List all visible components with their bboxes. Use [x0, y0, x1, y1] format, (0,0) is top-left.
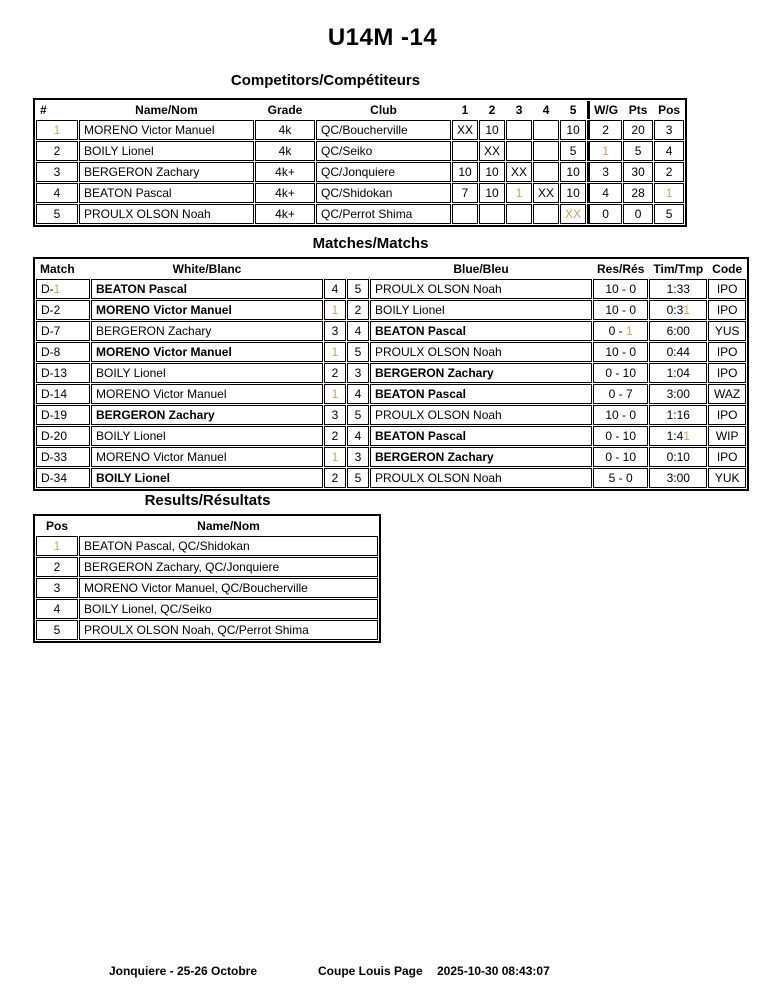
- cell-code: IPO: [708, 300, 746, 320]
- cell-pos: 2: [36, 557, 78, 577]
- cell-pts: 20: [623, 120, 653, 140]
- cell-club: QC/Jonquiere: [316, 162, 451, 182]
- cell-name: BERGERON Zachary: [79, 162, 254, 182]
- competitor-row: [36, 204, 684, 224]
- cell-blue-num: 3: [347, 363, 369, 383]
- result-row: [36, 620, 378, 640]
- tan-digit: 1: [602, 144, 609, 158]
- cell-white-num: 2: [324, 363, 346, 383]
- match-row: [36, 468, 746, 488]
- cell-white-name: BOILY Lionel: [91, 468, 323, 488]
- col-round-5: 5: [569, 103, 577, 117]
- cell-blue-num: 5: [347, 342, 369, 362]
- cell-blue-num: 4: [347, 384, 369, 404]
- cell-blue-name: PROULX OLSON Noah: [370, 405, 592, 425]
- cell-wg: 4: [587, 183, 622, 203]
- cell-pos: 5: [36, 620, 78, 640]
- tan-digit: 1: [626, 324, 633, 338]
- cell-time: 0:31: [649, 300, 707, 320]
- cell-round-3: [506, 141, 532, 161]
- cell-blue-name: BOILY Lionel: [370, 300, 592, 320]
- cell-code: IPO: [708, 363, 746, 383]
- cell-time: 1:16: [649, 405, 707, 425]
- cell-grade: 4k+: [255, 204, 315, 224]
- cell-white-num: 3: [324, 321, 346, 341]
- cell-time: 1:33: [649, 279, 707, 299]
- cell-name: BOILY Lionel: [79, 141, 254, 161]
- cell-time: 0:10: [649, 447, 707, 467]
- col-number: #: [40, 103, 47, 117]
- cell-club: QC/Shidokan: [316, 183, 451, 203]
- cell-grade: 4k: [255, 120, 315, 140]
- cell-blue-name: PROULX OLSON Noah: [370, 342, 592, 362]
- cell-white-num: 4: [324, 279, 346, 299]
- cell-name: BERGERON Zachary, QC/Jonquiere: [79, 557, 378, 577]
- competitor-row: [36, 162, 684, 182]
- match-row: [36, 279, 746, 299]
- cell-pos: 3: [654, 120, 684, 140]
- tan-digit: 1: [331, 387, 339, 401]
- cell-grade: 4k+: [255, 183, 315, 203]
- cell-grade: 4k: [255, 141, 315, 161]
- cell-round-2: XX: [479, 141, 505, 161]
- cell-name: BEATON Pascal: [79, 183, 254, 203]
- matches-header-row: [36, 260, 746, 278]
- col-white-number: [324, 260, 346, 278]
- cell-num: 3: [36, 162, 78, 182]
- col-result: Res/Rés: [597, 262, 645, 276]
- cell-club: QC/Seiko: [316, 141, 451, 161]
- cell-pos: 3: [36, 578, 78, 598]
- cell-blue-name: BEATON Pascal: [370, 426, 592, 446]
- competitor-row: [36, 141, 684, 161]
- tan-digit: 1: [683, 429, 690, 443]
- cell-name: MORENO Victor Manuel, QC/Boucherville: [79, 578, 378, 598]
- cell-result: 0 - 10: [593, 447, 648, 467]
- cell-white-num: 3: [324, 405, 346, 425]
- cell-white-name: BOILY Lionel: [91, 363, 323, 383]
- col-match: Match: [40, 262, 75, 276]
- tan-digit: 1: [683, 303, 690, 317]
- cell-match-id: D-33: [36, 447, 90, 467]
- cell-white-num: 2: [324, 468, 346, 488]
- cell-result: 10 - 0: [593, 300, 648, 320]
- page-title: U14M -14: [327, 24, 438, 51]
- cell-club: QC/Boucherville: [316, 120, 451, 140]
- tan-digit: 1: [665, 186, 673, 200]
- results-table: [33, 514, 381, 643]
- cell-match-id: D-1: [36, 279, 90, 299]
- col-points: Pts: [628, 103, 648, 117]
- col-position: Pos: [45, 519, 68, 533]
- cell-blue-name: BEATON Pascal: [370, 384, 592, 404]
- results-heading: Results/Résultats: [144, 492, 271, 509]
- col-round-2: 2: [488, 103, 496, 117]
- cell-blue-num: 4: [347, 321, 369, 341]
- cell-round-2: [479, 204, 505, 224]
- footer-program: Coupe Louis Page: [318, 964, 423, 978]
- cell-code: WAZ: [708, 384, 746, 404]
- cell-blue-name: BERGERON Zachary: [370, 447, 592, 467]
- cell-white-name: MORENO Victor Manuel: [91, 384, 323, 404]
- cell-name: PROULX OLSON Noah: [79, 204, 254, 224]
- cell-blue-num: 2: [347, 300, 369, 320]
- cell-white-num: [324, 384, 346, 404]
- cell-num: 5: [36, 204, 78, 224]
- cell-name: MORENO Victor Manuel: [79, 120, 254, 140]
- tan-digit: 1: [515, 186, 523, 200]
- cell-round-1: XX: [452, 120, 478, 140]
- cell-round-4: [533, 120, 559, 140]
- result-row: [36, 599, 378, 619]
- cell-white-name: BERGERON Zachary: [91, 321, 323, 341]
- col-white: White/Blanc: [172, 262, 242, 276]
- cell-match-id: D-13: [36, 363, 90, 383]
- cell-blue-num: 3: [347, 447, 369, 467]
- cell-white-name: MORENO Victor Manuel: [91, 447, 323, 467]
- cell-name: BEATON Pascal, QC/Shidokan: [79, 536, 378, 556]
- cell-round-5: 5: [560, 141, 586, 161]
- cell-round-3: [506, 183, 532, 203]
- cell-num: 2: [36, 141, 78, 161]
- tan-digit: 1: [53, 282, 61, 296]
- cell-wg: 0: [587, 204, 622, 224]
- cell-blue-name: BEATON Pascal: [370, 321, 592, 341]
- cell-pts: 28: [623, 183, 653, 203]
- cell-blue-num: 5: [347, 405, 369, 425]
- cell-code: WIP: [708, 426, 746, 446]
- cell-round-1: [452, 141, 478, 161]
- cell-round-1: 10: [452, 162, 478, 182]
- cell-round-3: [506, 120, 532, 140]
- cell-result: 0 - 10: [593, 363, 648, 383]
- cell-match-id: D-8: [36, 342, 90, 362]
- cell-blue-num: 4: [347, 426, 369, 446]
- match-row: [36, 321, 746, 341]
- cell-match-id: D-7: [36, 321, 90, 341]
- match-row: [36, 342, 746, 362]
- cell-wg: 3: [587, 162, 622, 182]
- footer-event: Jonquiere - 25-26 Octobre: [108, 964, 258, 978]
- cell-time: 3:00: [649, 468, 707, 488]
- matches-heading: Matches/Matchs: [312, 235, 429, 252]
- cell-time: 6:00: [649, 321, 707, 341]
- col-wins: W/G: [587, 101, 622, 119]
- results-header-row: [36, 517, 378, 535]
- cell-pos: 4: [36, 599, 78, 619]
- footer-timestamp: 2025-10-30 08:43:07: [437, 964, 550, 978]
- cell-round-4: [533, 204, 559, 224]
- cell-white-num: [324, 300, 346, 320]
- cell-time: 0:44: [649, 342, 707, 362]
- cell-white-name: MORENO Victor Manuel: [91, 342, 323, 362]
- cell-round-2: 10: [479, 183, 505, 203]
- cell-pts: 5: [623, 141, 653, 161]
- cell-round-1: [452, 204, 478, 224]
- competitors-table: [33, 98, 687, 227]
- col-time: Tim/Tmp: [653, 262, 704, 276]
- cell-round-2: 10: [479, 120, 505, 140]
- cell-code: IPO: [708, 447, 746, 467]
- match-row: [36, 384, 746, 404]
- cell-pts: 0: [623, 204, 653, 224]
- cell-round-5: 10: [560, 162, 586, 182]
- cell-round-5: 10: [560, 183, 586, 203]
- cell-grade: 4k+: [255, 162, 315, 182]
- cell-time: 1:04: [649, 363, 707, 383]
- col-code: Code: [712, 262, 743, 276]
- tan-digit: 1: [331, 303, 339, 317]
- matches-table: [33, 257, 749, 491]
- cell-match-id: D-34: [36, 468, 90, 488]
- cell-match-id: D-20: [36, 426, 90, 446]
- cell-pos: 4: [654, 141, 684, 161]
- cell-white-num: [324, 447, 346, 467]
- cell-num: 4: [36, 183, 78, 203]
- cell-num: [36, 120, 78, 140]
- cell-blue-name: PROULX OLSON Noah: [370, 468, 592, 488]
- cell-white-name: BEATON Pascal: [91, 279, 323, 299]
- cell-match-id: D-19: [36, 405, 90, 425]
- match-row: [36, 300, 746, 320]
- cell-result: 10 - 0: [593, 342, 648, 362]
- competitor-row: [36, 120, 684, 140]
- tan-digit: 1: [331, 450, 339, 464]
- cell-result: 0 - 7: [593, 384, 648, 404]
- competitors-heading: Competitors/Compétiteurs: [230, 72, 421, 89]
- match-row: [36, 426, 746, 446]
- cell-code: YUK: [708, 468, 746, 488]
- col-grade: Grade: [267, 103, 303, 117]
- cell-blue-num: 5: [347, 468, 369, 488]
- competitor-row: [36, 183, 684, 203]
- cell-time: 3:00: [649, 384, 707, 404]
- tan-digit: 1: [331, 345, 339, 359]
- cell-result: 0 - 1: [593, 321, 648, 341]
- col-round-4: 4: [542, 103, 550, 117]
- cell-result: 0 - 10: [593, 426, 648, 446]
- cell-white-name: BOILY Lionel: [91, 426, 323, 446]
- cell-round-1: 7: [452, 183, 478, 203]
- match-row: [36, 363, 746, 383]
- result-row: [36, 536, 378, 556]
- cell-blue-name: BERGERON Zachary: [370, 363, 592, 383]
- col-blue: Blue/Bleu: [453, 262, 509, 276]
- cell-white-num: [324, 342, 346, 362]
- cell-white-num: 2: [324, 426, 346, 446]
- cell-code: IPO: [708, 279, 746, 299]
- cell-round-2: 10: [479, 162, 505, 182]
- result-row: [36, 578, 378, 598]
- cell-round-4: [533, 141, 559, 161]
- col-club: Club: [370, 103, 397, 117]
- cell-white-name: BERGERON Zachary: [91, 405, 323, 425]
- cell-pos: [36, 536, 78, 556]
- col-name: Name/Nom: [135, 103, 198, 117]
- cell-result: 10 - 0: [593, 279, 648, 299]
- cell-code: YUS: [708, 321, 746, 341]
- cell-time: 1:41: [649, 426, 707, 446]
- col-round-1: 1: [461, 103, 469, 117]
- cell-pts: 30: [623, 162, 653, 182]
- cell-round-5: XX: [560, 204, 586, 224]
- cell-match-id: D-14: [36, 384, 90, 404]
- cell-round-3: XX: [506, 162, 532, 182]
- cell-round-4: [533, 162, 559, 182]
- tan-digit: 1: [53, 123, 61, 137]
- cell-result: 5 - 0: [593, 468, 648, 488]
- result-row: [36, 557, 378, 577]
- cell-club: QC/Perrot Shima: [316, 204, 451, 224]
- cell-name: BOILY Lionel, QC/Seiko: [79, 599, 378, 619]
- col-round-3: 3: [515, 103, 523, 117]
- cell-blue-num: 5: [347, 279, 369, 299]
- cell-round-4: XX: [533, 183, 559, 203]
- col-blue-number: [347, 260, 369, 278]
- cell-white-name: MORENO Victor Manuel: [91, 300, 323, 320]
- match-row: [36, 405, 746, 425]
- cell-pos: 2: [654, 162, 684, 182]
- cell-code: IPO: [708, 342, 746, 362]
- match-row: [36, 447, 746, 467]
- competitors-header-row: [36, 101, 684, 119]
- cell-result: 10 - 0: [593, 405, 648, 425]
- cell-pos: 5: [654, 204, 684, 224]
- cell-wg: [587, 141, 622, 161]
- cell-blue-name: PROULX OLSON Noah: [370, 279, 592, 299]
- cell-name: PROULX OLSON Noah, QC/Perrot Shima: [79, 620, 378, 640]
- cell-round-5: 10: [560, 120, 586, 140]
- col-position: Pos: [658, 103, 681, 117]
- col-name: Name/Nom: [197, 519, 260, 533]
- cell-match-id: D-2: [36, 300, 90, 320]
- cell-round-3: [506, 204, 532, 224]
- cell-wg: 2: [587, 120, 622, 140]
- cell-pos: [654, 183, 684, 203]
- cell-code: IPO: [708, 405, 746, 425]
- tan-digit: 1: [53, 539, 61, 553]
